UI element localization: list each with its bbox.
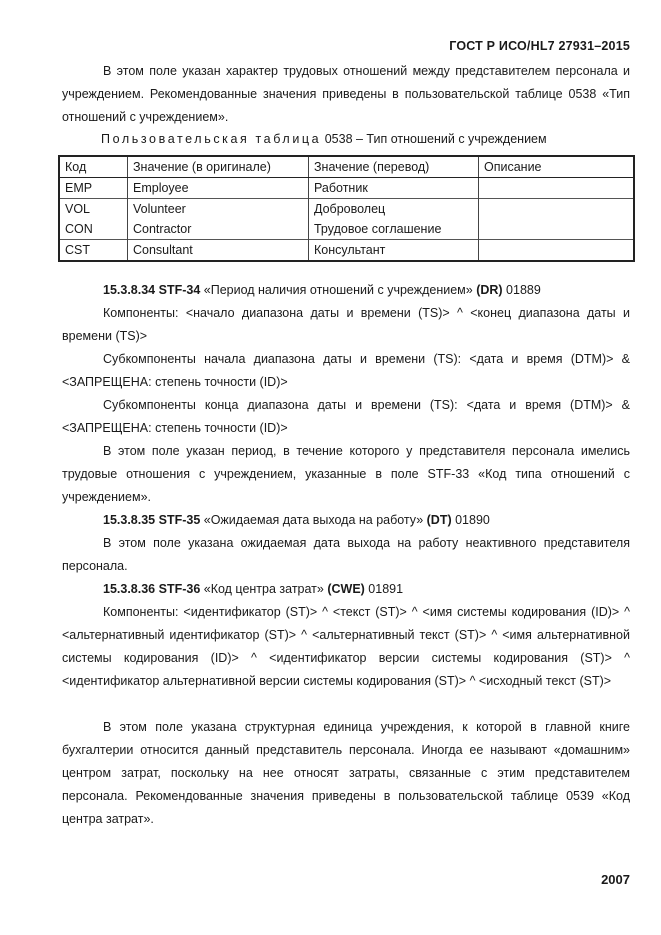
- cell-translation: Консультант: [309, 240, 479, 262]
- section-title: «Период наличия отношений с учреждением»: [200, 283, 477, 297]
- section-type: (CWE): [327, 582, 365, 596]
- relationship-type-table: [58, 155, 635, 262]
- table-row: [59, 178, 634, 199]
- paragraph: Компоненты: <идентификатор (ST)> ^ <текст (ST)> ^ <имя системы кодирования (ID)> ^ <альтернативный идентификатор (ST)> ^ <альтернативный текст (ST)> ^ <имя альтернативной системы кодирования (ID)> ^ <идентификатор версии системы кодирования (ST)> ^ <идентификатор альтернативной версии системы кодирования (ST)> ^ <исходный текст (ST)>: [62, 605, 630, 688]
- cell-description: [479, 178, 635, 199]
- page-number: 2007: [601, 872, 630, 887]
- table-row: [59, 199, 634, 220]
- cell-original: Contractor: [128, 219, 309, 240]
- table-caption: [101, 129, 547, 149]
- paragraph: В этом поле указана ожидаемая дата выхода на работу неактивного представителя персонала.: [62, 536, 630, 573]
- table-caption-prefix: Пользовательская таблица: [101, 132, 322, 146]
- table-row: [59, 240, 634, 262]
- paragraph: В этом поле указан период, в течение которого у представителя персонала имелись трудовые отношения с учреждением, указанные в поле STF-33 «Код типа отношений с учреждением».: [62, 444, 630, 504]
- section-item-number: 01891: [364, 582, 404, 596]
- cell-code: CON: [59, 219, 128, 240]
- standard-header: ГОСТ Р ИСО/HL7 27931–2015: [449, 39, 630, 53]
- table-header-row: [59, 156, 634, 178]
- cell-original: Consultant: [128, 240, 309, 262]
- paragraph: Субкомпоненты конца диапазона даты и времени (TS): <дата и время (DTM)> & <ЗАПРЕЩЕНА: степень точности (ID)>: [62, 398, 630, 435]
- cell-code: VOL: [59, 199, 128, 220]
- cell-description: [479, 219, 635, 240]
- section-title: «Ожидаемая дата выхода на работу»: [200, 513, 427, 527]
- cell-code: CST: [59, 240, 128, 262]
- cell-code: EMP: [59, 178, 128, 199]
- col-header-description: Описание: [479, 156, 635, 178]
- col-header-code: Код: [59, 156, 128, 178]
- paragraph: В этом поле указана структурная единица учреждения, к которой в главной книге бухгалтерии относится данный представитель персонала. Иногда ее называют «домашним» центром затрат, поскольку на нее относят затраты, связанные с этим представителем персонала. Рекомендованные значения приведены в пользовательской таблице 0539 «Код центра затрат».: [62, 720, 630, 826]
- section-type: (DR): [476, 283, 503, 297]
- section-item-number: 01890: [451, 513, 490, 527]
- cell-translation: Доброволец: [309, 199, 479, 220]
- section-heading-stf35: [62, 509, 630, 532]
- paragraph: Субкомпоненты начала диапазона даты и времени (TS): <дата и время (DTM)> & <ЗАПРЕЩЕНА: степень точности (ID)>: [62, 352, 630, 389]
- section-title: «Код центра затрат»: [200, 582, 328, 596]
- intro-paragraph: В этом поле указан характер трудовых отношений между представителем персонала и учреждением. Рекомендованные значения приведены в пользовательской таблице 0538 «Тип отношений с учреждением».: [62, 64, 630, 124]
- section-heading-stf34: [62, 279, 630, 302]
- cell-original: Volunteer: [128, 199, 309, 220]
- section-heading-stf36: [62, 578, 630, 601]
- col-header-translation: Значение (перевод): [309, 156, 479, 178]
- cell-original: Employee: [128, 178, 309, 199]
- section-type: (DT): [426, 513, 452, 527]
- table-row: [59, 219, 634, 240]
- cell-description: [479, 199, 635, 220]
- section-number: 15.3.8.36 STF-36: [103, 582, 201, 596]
- cell-description: [479, 240, 635, 262]
- col-header-original: Значение (в оригинале): [128, 156, 309, 178]
- paragraph: Компоненты: <начало диапазона даты и времени (TS)> ^ <конец диапазона даты и времени (TS)>: [62, 306, 630, 343]
- section-number: 15.3.8.34 STF-34: [103, 283, 201, 297]
- section-item-number: 01889: [502, 283, 541, 297]
- table-caption-rest: 0538 – Тип отношений с учреждением: [324, 132, 547, 146]
- cell-translation: Трудовое соглашение: [309, 219, 479, 240]
- section-number: 15.3.8.35 STF-35: [103, 513, 201, 527]
- cell-translation: Работник: [309, 178, 479, 199]
